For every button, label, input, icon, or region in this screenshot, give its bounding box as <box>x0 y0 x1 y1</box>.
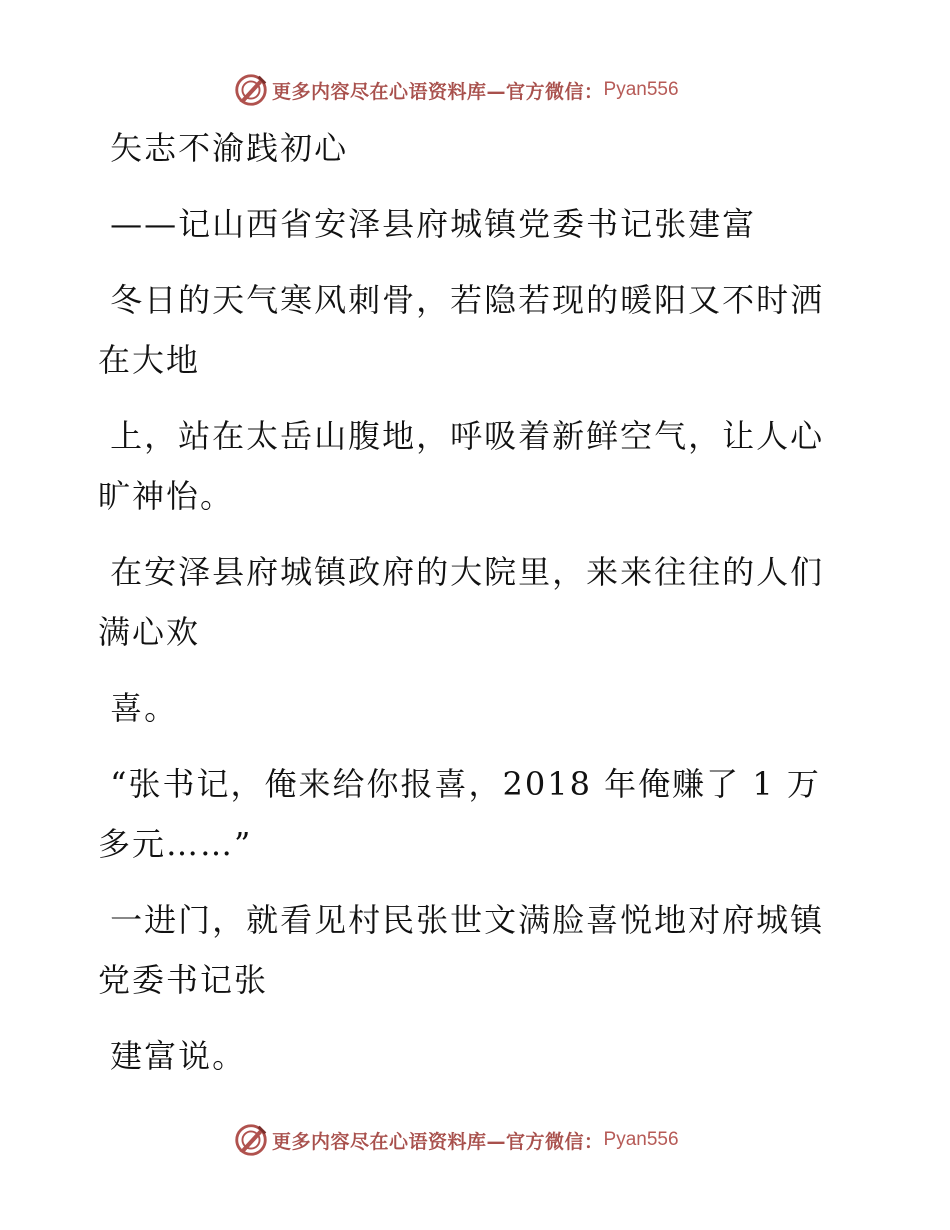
paragraph: 喜。 <box>98 689 179 727</box>
paragraph: 一进门，就看见村民张世文满脸喜悦地对府城镇党委书记张 <box>98 901 825 999</box>
watermark-wechat-id: Pyan556 <box>603 79 679 100</box>
pen-logo-icon <box>232 71 270 109</box>
paragraph: 建富说。 <box>98 1037 247 1075</box>
watermark-text: 更多内容尽在心语资料库—官方微信： <box>272 80 604 103</box>
watermark-footer <box>232 1120 679 1160</box>
paragraph: 上，站在太岳山腹地，呼吸着新鲜空气，让人心旷神怡。 <box>98 417 825 515</box>
paragraph: 冬日的天气寒风刺骨，若隐若现的暖阳又不时洒在大地 <box>98 281 825 379</box>
watermark-header <box>232 70 679 110</box>
paragraph: 在安泽县府城镇政府的大院里，来来往往的人们满心欢 <box>98 553 825 651</box>
document-title: 矢志不渝践初心 <box>98 129 349 167</box>
watermark-text: 更多内容尽在心语资料库—官方微信： <box>272 1130 604 1153</box>
document-subtitle: ——记山西省安泽县府城镇党委书记张建富 <box>98 205 757 243</box>
paragraph: “张书记，俺来给你报喜，2018 年俺赚了 1 万多元……” <box>98 765 821 863</box>
document-body <box>98 118 838 1086</box>
pen-logo-icon <box>232 1121 270 1159</box>
watermark-wechat-id: Pyan556 <box>603 1129 679 1150</box>
